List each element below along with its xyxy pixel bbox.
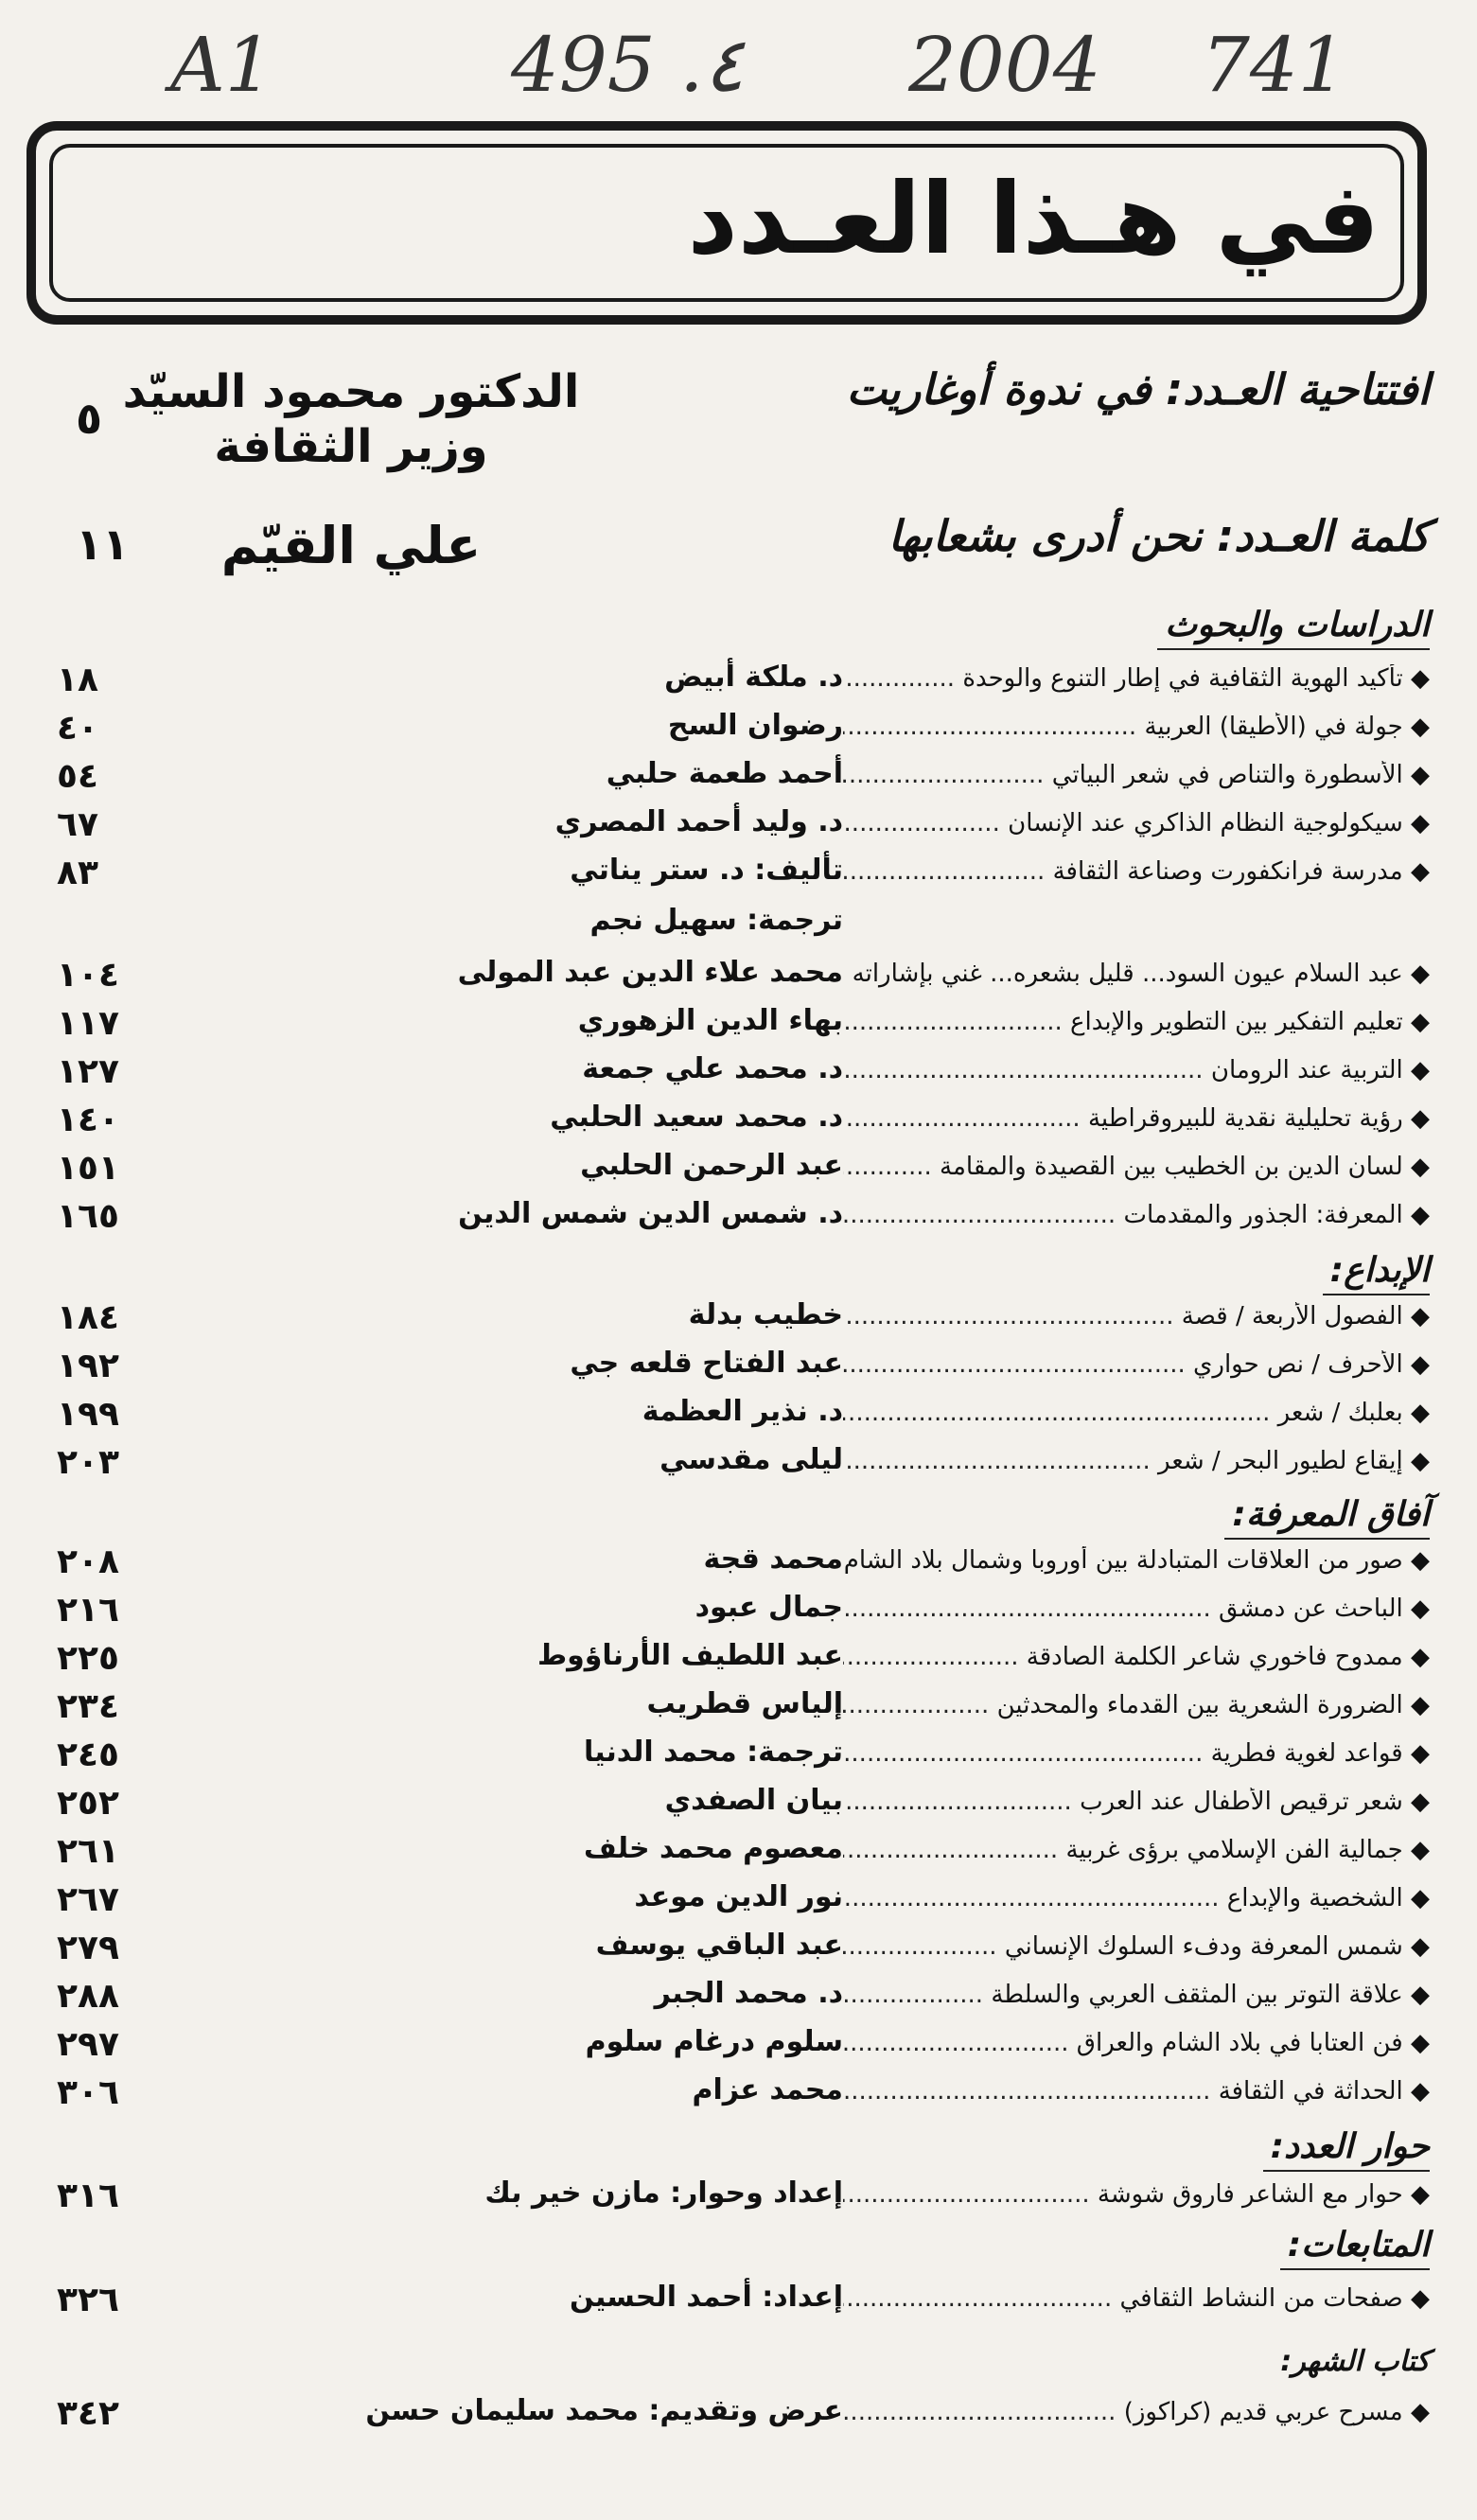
- toc-page: ٢٦١: [57, 1832, 119, 1871]
- toc-line[interactable]: [38, 1977, 1430, 2024]
- toc-page: ١٥١: [57, 1149, 119, 1188]
- toc-title: ◆ علاقة التوتر بين المثقف العربي والسلطة .....: [843, 1981, 1430, 2009]
- toc-author: محمد قجة: [703, 1542, 843, 1576]
- toc-title: ◆ التربية عند الرومان .....: [843, 1056, 1430, 1084]
- toc-author: إلياس قطريب: [646, 1687, 843, 1720]
- toc-line[interactable]: [38, 1687, 1430, 1735]
- lead-entry-editorial[interactable]: [38, 364, 1430, 487]
- toc-title: ◆ بعلبك / شعر .....: [843, 1399, 1430, 1427]
- lead-entry-author: علي القيّم: [220, 516, 482, 575]
- toc-line[interactable]: [38, 1004, 1430, 1051]
- toc-title: ◆ شمس المعرفة ودفء السلوك الإنساني .....: [843, 1932, 1430, 1961]
- lead-entry-page: ١١: [76, 519, 130, 570]
- toc-page: ١١٧: [57, 1004, 119, 1043]
- toc-line[interactable]: [38, 854, 1430, 901]
- lead-entry-page: ٥: [76, 393, 103, 444]
- toc-title: ◆ الأسطورة والتناص في شعر البياتي .....: [843, 761, 1430, 789]
- toc-line[interactable]: [38, 2281, 1430, 2328]
- toc-title: ◆ رؤية تحليلية نقدية للبيروقراطية .....: [843, 1104, 1430, 1133]
- toc-page: ٣١٦: [57, 2176, 119, 2215]
- toc-author: معصوم محمد خلف: [584, 1832, 843, 1865]
- toc-title: ◆ الشخصية والإبداع .....: [843, 1884, 1430, 1912]
- toc-author: إعداد: أحمد الحسين: [570, 2281, 843, 2314]
- toc-author: عبد الرحمن الحلبي: [580, 1149, 843, 1182]
- toc-author: د. ملكة أبيض: [664, 661, 843, 694]
- toc-page: ٨٣: [57, 854, 98, 892]
- toc-line[interactable]: [38, 2176, 1430, 2224]
- toc-line[interactable]: [38, 1149, 1430, 1196]
- toc-title: ◆ إيقاع لطيور البحر / شعر .....: [843, 1447, 1430, 1475]
- toc-line[interactable]: [38, 757, 1430, 804]
- toc-page: ٢٧٩: [57, 1929, 119, 1967]
- toc-author: أحمد طعمة حلبي: [606, 757, 843, 790]
- toc-line[interactable]: [38, 1832, 1430, 1879]
- toc-line[interactable]: [38, 1929, 1430, 1976]
- toc-line[interactable]: [38, 805, 1430, 853]
- toc-page: ١٨٤: [57, 1298, 119, 1337]
- toc-author: ترجمة: محمد الدنيا: [583, 1736, 843, 1769]
- toc-page: ٣٠٦: [57, 2073, 119, 2112]
- toc-author: تأليف: د. ستر يناتي: [570, 854, 843, 887]
- toc-line[interactable]: [38, 661, 1430, 708]
- handwritten-annotation: [0, 21, 1477, 125]
- toc-line[interactable]: [38, 2394, 1430, 2441]
- toc-author: سلوم درغام سلوم: [585, 2025, 843, 2058]
- toc-line[interactable]: [38, 1639, 1430, 1686]
- toc-title: ◆ صور من العلاقات المتبادلة بين أوروبا وشمال بلاد الشام .....: [843, 1546, 1430, 1575]
- handwritten-code-a1: A1: [170, 21, 273, 109]
- toc-title: ◆ حوار مع الشاعر فاروق شوشة .....: [843, 2180, 1430, 2209]
- toc-page: ٥٤: [57, 757, 98, 796]
- toc-author: ليلى مقدسي: [659, 1443, 843, 1476]
- toc-line[interactable]: [38, 1298, 1430, 1346]
- toc-line[interactable]: [38, 1784, 1430, 1831]
- lead-entry-author: الدكتور محمود السيّد وزير الثقافة: [122, 365, 580, 473]
- toc-title: ◆ الباحث عن دمشق .....: [843, 1595, 1430, 1623]
- toc-line[interactable]: [38, 1197, 1430, 1244]
- toc-author: د. محمد سعيد الحلبي: [550, 1101, 843, 1134]
- toc-page: ١٩٢: [57, 1347, 119, 1385]
- toc-line[interactable]: [38, 1591, 1430, 1638]
- lead-entry-title: كلمة العـدد: نحن أدرى بشعابها: [888, 511, 1430, 561]
- toc-title: ◆ عبد السلام عيون السود... قليل بشعره... غني بإشاراته .....: [843, 960, 1430, 988]
- toc-title: ◆ صفحات من النشاط الثقافي .....: [843, 2284, 1430, 2313]
- toc-line[interactable]: [38, 1052, 1430, 1100]
- toc-author: عبد الباقي يوسف: [595, 1929, 843, 1962]
- toc-translator: ترجمة: سهيل نجم: [589, 904, 843, 937]
- toc-page: ٢٠٨: [57, 1542, 119, 1581]
- toc-author: عبد اللطيف الأرناؤوط: [536, 1639, 843, 1672]
- toc-page: ٢٢٥: [57, 1639, 119, 1678]
- toc-line[interactable]: [38, 1880, 1430, 1928]
- toc-title: ◆ شعر ترقيص الأطفال عند العرب .....: [843, 1788, 1430, 1816]
- lead-entry-title: افتتاحية العـدد: في ندوة أوغاريت: [846, 364, 1430, 414]
- page-title: في هـذا العـدد: [687, 161, 1380, 276]
- toc-page: ٣٢٦: [57, 2281, 119, 2319]
- toc-page: ٢٨٨: [57, 1977, 119, 2016]
- toc-title: ◆ جمالية الفن الإسلامي برؤى غربية .....: [843, 1836, 1430, 1864]
- toc-page: ٦٧: [57, 805, 98, 844]
- title-frame: [26, 121, 1427, 325]
- toc-title: ◆ سيكولوجية النظام الذاكري عند الإنسان .....: [843, 809, 1430, 837]
- toc-title: ◆ قواعد لغوية فطرية .....: [843, 1739, 1430, 1768]
- toc-line[interactable]: [38, 709, 1430, 756]
- toc-title: ◆ الحداثة في الثقافة .....: [843, 2077, 1430, 2106]
- toc-title: ◆ المعرفة: الجذور والمقدمات .....: [843, 1201, 1430, 1229]
- toc-title: ◆ ممدوح فاخوري شاعر الكلمة الصادقة .....: [843, 1643, 1430, 1671]
- toc-line[interactable]: [38, 2025, 1430, 2072]
- toc-author: بيان الصفدي: [664, 1784, 843, 1817]
- toc-title: ◆ مسرح عربي قديم (كراكوز) .....: [843, 2398, 1430, 2426]
- toc-page: ٢٤٥: [57, 1736, 119, 1774]
- toc-page: ١٢٧: [57, 1052, 119, 1091]
- toc-page: ٢٦٧: [57, 1880, 119, 1919]
- toc-page: ٢٥٢: [57, 1784, 119, 1823]
- section-heading-followups: المتابعات:: [1280, 2226, 1430, 2270]
- toc-line[interactable]: [38, 1542, 1430, 1590]
- section-heading-interview: حوار العدد:: [1263, 2127, 1430, 2172]
- section-heading-studies: الدراسات والبحوث: [1157, 606, 1430, 650]
- toc-title: ◆ الضرورة الشعرية بين القدماء والمحدثين .....: [843, 1691, 1430, 1719]
- toc-author: بهاء الدين الزهوري: [577, 1004, 843, 1037]
- toc-line[interactable]: [38, 1395, 1430, 1442]
- toc-title: ◆ تأكيد الهوية الثقافية في إطار التنوع والوحدة .....: [843, 664, 1430, 693]
- toc-page: ٢٠٣: [57, 1443, 119, 1482]
- toc-title: ◆ فن العتابا في بلاد الشام والعراق .....: [843, 2029, 1430, 2057]
- toc-title: ◆ مدرسة فرانكفورت وصناعة الثقافة .....: [843, 857, 1430, 886]
- toc-line[interactable]: [38, 956, 1430, 1003]
- toc-page: ١٠٤: [57, 956, 119, 995]
- section-heading-book: كتاب الشهر:: [1280, 2345, 1430, 2378]
- toc-author: خطيب بدلة: [688, 1298, 843, 1331]
- toc-author: د. وليد أحمد المصري: [554, 805, 843, 838]
- toc-page: ٢٩٧: [57, 2025, 119, 2064]
- toc-line[interactable]: [38, 1443, 1430, 1490]
- section-heading-creativity: الإبداع:: [1323, 1251, 1430, 1295]
- toc-title: ◆ تعليم التفكير بين التطوير والإبداع .....: [843, 1008, 1430, 1036]
- section-heading-horizons: آفاق المعرفة:: [1224, 1495, 1430, 1540]
- toc-page: ١٦٥: [57, 1197, 119, 1236]
- handwritten-code-495: 495 .٤: [511, 21, 745, 109]
- toc-author: محمد عزام: [692, 2073, 843, 2106]
- toc-author: إعداد وحوار: مازن خير بك: [484, 2176, 843, 2210]
- toc-author: عبد الفتاح قلعه جي: [570, 1347, 843, 1380]
- toc-author: د. محمد الجبر: [654, 1977, 843, 2010]
- toc-author: جمال عبود: [695, 1591, 843, 1624]
- toc-line[interactable]: [38, 1347, 1430, 1394]
- toc-page: ١٤٠: [57, 1101, 119, 1139]
- handwritten-number: 741: [1202, 21, 1346, 109]
- handwritten-year: 2004: [908, 21, 1101, 109]
- toc-author: رضوان السح: [667, 709, 843, 742]
- toc-page: ٢٣٤: [57, 1687, 119, 1726]
- toc-page: ٤٠: [57, 709, 98, 748]
- toc-page: ١٨: [57, 661, 98, 699]
- toc-author: نور الدين موعد: [634, 1880, 843, 1913]
- toc-line[interactable]: [38, 1736, 1430, 1783]
- toc-title: ◆ الفصول الأربعة / قصة .....: [843, 1302, 1430, 1330]
- toc-page: ٢١٦: [57, 1591, 119, 1630]
- toc-title: ◆ لسان الدين بن الخطيب بين القصيدة والمقامة .....: [843, 1153, 1430, 1181]
- toc-title: ◆ الأحرف / نص حواري .....: [843, 1350, 1430, 1379]
- toc-author: عرض وتقديم: محمد سليمان حسن: [365, 2394, 843, 2427]
- toc-line[interactable]: [38, 2073, 1430, 2121]
- toc-page: ٣٤٢: [57, 2394, 119, 2433]
- toc-author: د. نذير العظمة: [642, 1395, 843, 1428]
- toc-author: د. شمس الدين شمس الدين: [458, 1197, 843, 1230]
- toc-line[interactable]: [38, 1101, 1430, 1148]
- toc-author: محمد علاء الدين عبد المولى: [457, 956, 843, 989]
- toc-author: د. محمد علي جمعة: [582, 1052, 843, 1085]
- toc-page: ١٩٩: [57, 1395, 119, 1434]
- toc-title: ◆ جولة في (الأطيقا) العربية .....: [843, 713, 1430, 741]
